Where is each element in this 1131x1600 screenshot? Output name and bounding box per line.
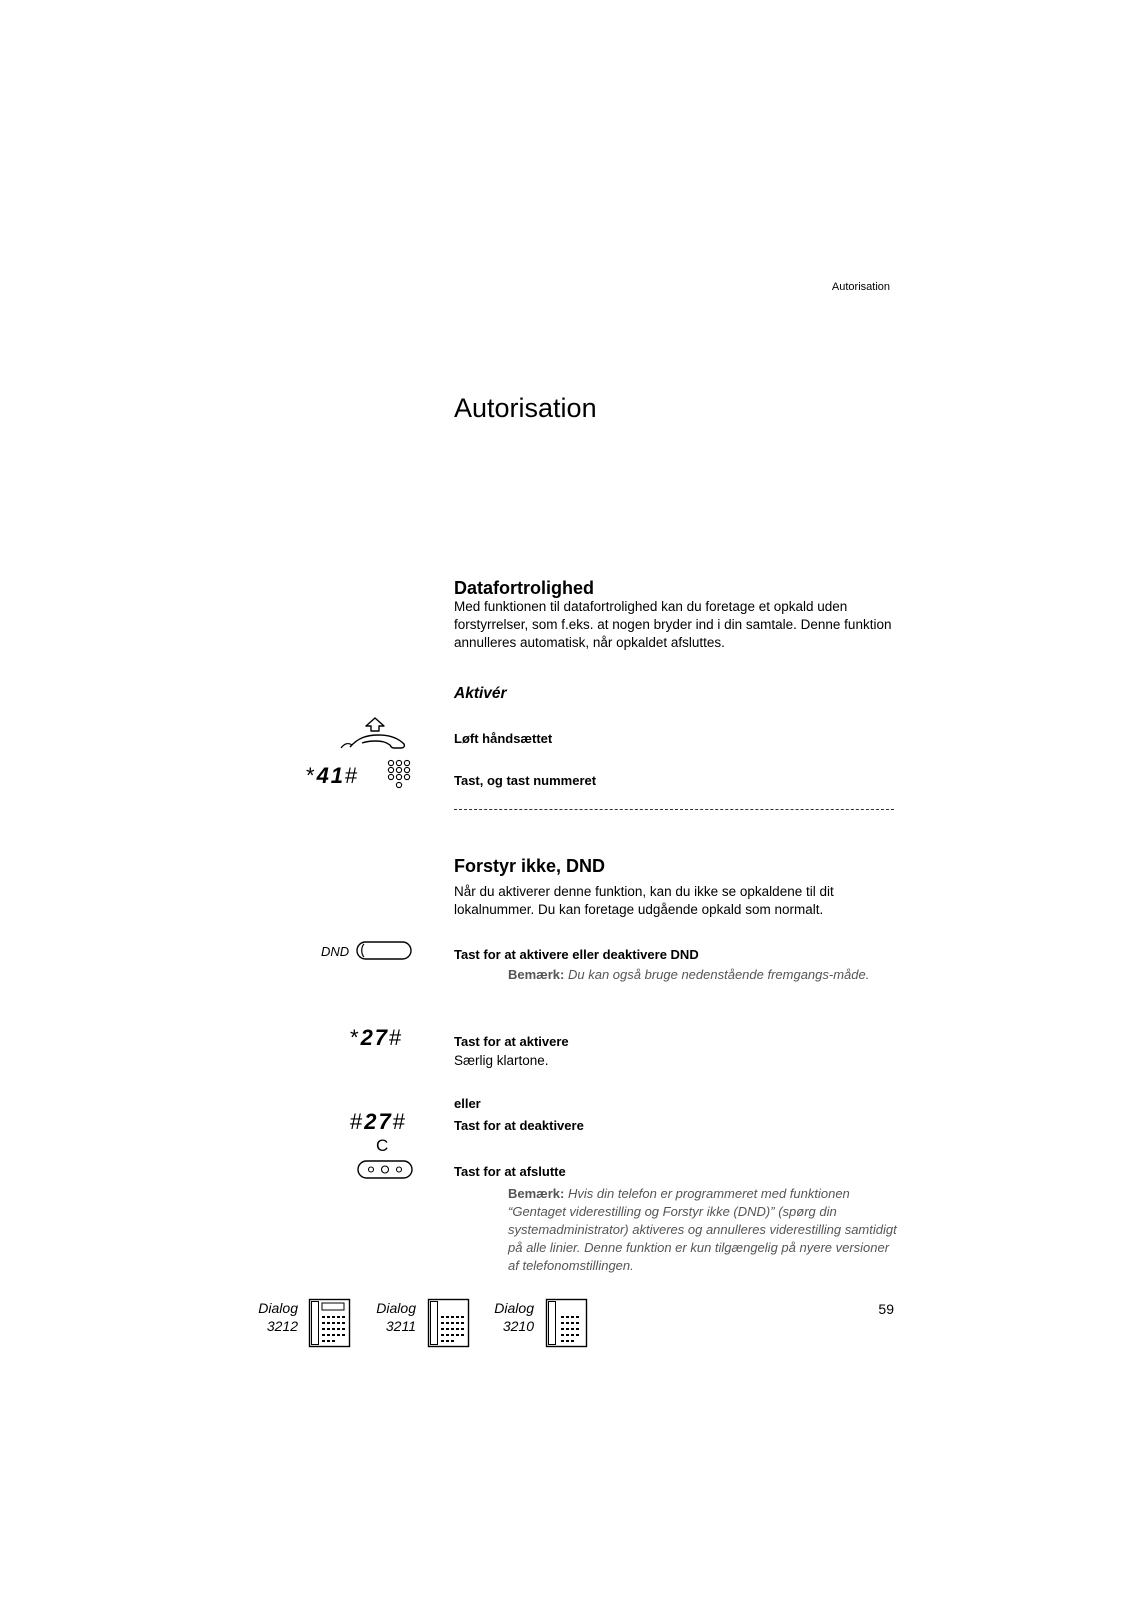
clear-key-icon xyxy=(356,1158,414,1182)
step-lift-handset: Løft håndsættet xyxy=(454,731,553,746)
key-digits: 27 xyxy=(360,1025,390,1050)
running-header: Autorisation xyxy=(831,281,890,293)
section-divider xyxy=(454,809,894,810)
subhead-activate: Aktivér xyxy=(454,685,507,702)
hash-key-symbol: # xyxy=(389,1025,404,1050)
model-label-3212 xyxy=(246,1299,298,1335)
note-label: Bemærk: xyxy=(508,967,565,982)
model-number: 3212 xyxy=(266,1318,298,1334)
key-sequence-star-41-hash xyxy=(306,763,359,789)
phone-3212-icon xyxy=(308,1298,352,1348)
model-number: 3211 xyxy=(385,1318,416,1334)
phone-3210-icon xyxy=(545,1298,589,1348)
keypad-icon xyxy=(386,758,412,794)
model-number: 3210 xyxy=(502,1318,534,1334)
step-activate-dnd: Tast for at aktivere xyxy=(454,1034,569,1049)
section-body-data-privacy: Med funktionen til datafortrolighed kan du foretage et opkald uden forstyrrelser, som f.eks. at nogen bryder ind i din samtale. Denne funktion annulleres automatisk, når opkaldet afsluttes. xyxy=(454,599,892,650)
key-sequence-star-27-hash xyxy=(350,1025,403,1051)
page-number: 59 xyxy=(878,1301,894,1317)
step-toggle-dnd: Tast for at aktivere eller deaktivere DND xyxy=(454,947,699,962)
section-title-data-privacy: Datafortrolighed xyxy=(454,578,595,598)
step-finish: Tast for at afslutte xyxy=(454,1164,566,1179)
page-title: Autorisation xyxy=(454,393,597,423)
section-body-dnd: Når du aktiverer denne funktion, kan du ikke se opkaldene til dit lokalnummer. Du kan foretage udgående opkald som normalt. xyxy=(454,884,834,917)
section-title-dnd: Forstyr ikke, DND xyxy=(454,856,606,876)
step-activate-dnd-detail: Særlig klartone. xyxy=(454,1053,549,1068)
star-key-symbol: * xyxy=(306,763,317,788)
note-text: Hvis din telefon er programmeret med funktionen “Gentaget viderestilling og Forstyr ikke (DND)” (spørg din systemadministrator) aktiveres og annulleres viderestilling samtidigt på alle linier. Denne funktion er kun tilgængelig på nyere versioner af telefonomstillingen. xyxy=(508,1186,897,1273)
model-name: Dialog xyxy=(494,1300,534,1316)
lift-handset-icon xyxy=(338,712,412,752)
model-name: Dialog xyxy=(258,1300,298,1316)
hash-key-symbol: # xyxy=(345,763,360,788)
star-key-symbol: * xyxy=(350,1025,361,1050)
step-dial-number: Tast, og tast nummeret xyxy=(454,773,597,788)
dnd-key-label: DND xyxy=(321,944,350,959)
clear-key-label: C xyxy=(376,1136,389,1155)
phone-3211-icon xyxy=(427,1298,471,1348)
model-label-3211 xyxy=(364,1299,416,1335)
note-label: Bemærk: xyxy=(508,1186,565,1201)
key-digits: 27 xyxy=(364,1109,393,1134)
note-text: Du kan også bruge nedenstående fremgangs-måde. xyxy=(567,967,870,982)
note-alternative-procedure xyxy=(508,966,903,984)
note-forwarding-dnd xyxy=(508,1185,903,1275)
or-label: eller xyxy=(454,1096,481,1111)
hash-key-symbol: # xyxy=(350,1109,365,1134)
dnd-key-icon xyxy=(355,939,413,963)
step-deactivate-dnd: Tast for at deaktivere xyxy=(454,1118,584,1133)
key-digits: 41 xyxy=(316,763,346,788)
key-sequence-hash-27-hash xyxy=(350,1109,407,1135)
hash-key-symbol: # xyxy=(392,1109,407,1134)
model-name: Dialog xyxy=(376,1300,416,1316)
model-label-3210 xyxy=(482,1299,534,1335)
